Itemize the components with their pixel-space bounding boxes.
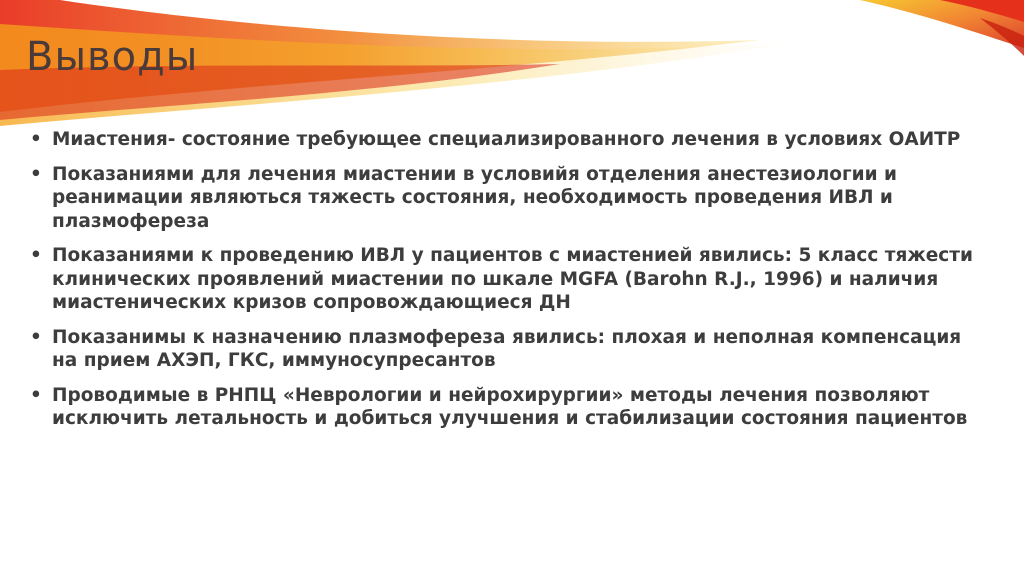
bullet-icon: • bbox=[30, 163, 42, 185]
list-item-text: Показаниями для лечения миастении в условийя отделения анестезиологии и реанимации являються тяжесть состояния, необходимость проведения ИВЛ и плазмофереза bbox=[52, 163, 897, 232]
list-item-text: Показаниями к проведению ИВЛ у пациентов с миастенией явились: 5 класс тяжести клинических проявлений миастении по шкале MGFA (Barohn R.J., 1996) и наличия миастенических кризов сопровождающиеся ДН bbox=[52, 245, 973, 313]
list-item-text: Показанимы к назначению плазмофереза явились: плохая и неполная компенсация на прием АХЭП, ГКС, иммуносупресантов bbox=[52, 326, 962, 371]
list-item bbox=[30, 244, 980, 315]
list-item bbox=[30, 128, 980, 152]
slide-title: Выводы bbox=[26, 34, 199, 80]
bullet-icon: • bbox=[30, 129, 42, 150]
bullet-icon: • bbox=[30, 245, 42, 266]
list-item bbox=[30, 163, 980, 234]
list-item-text: Миастения- состояние требующее специализированного лечения в условиях ОАИТР bbox=[52, 129, 961, 150]
bullet-list bbox=[30, 128, 980, 442]
list-item bbox=[30, 326, 980, 373]
bullet-icon: • bbox=[30, 326, 42, 348]
list-item bbox=[30, 384, 980, 431]
list-item-text: Проводимые в РНПЦ «Неврологии и нейрохирургии» методы лечения позволяют исключить летальность и добиться улучшения и стабилизации состояния пациентов bbox=[52, 384, 968, 429]
bullet-icon: • bbox=[30, 384, 42, 406]
